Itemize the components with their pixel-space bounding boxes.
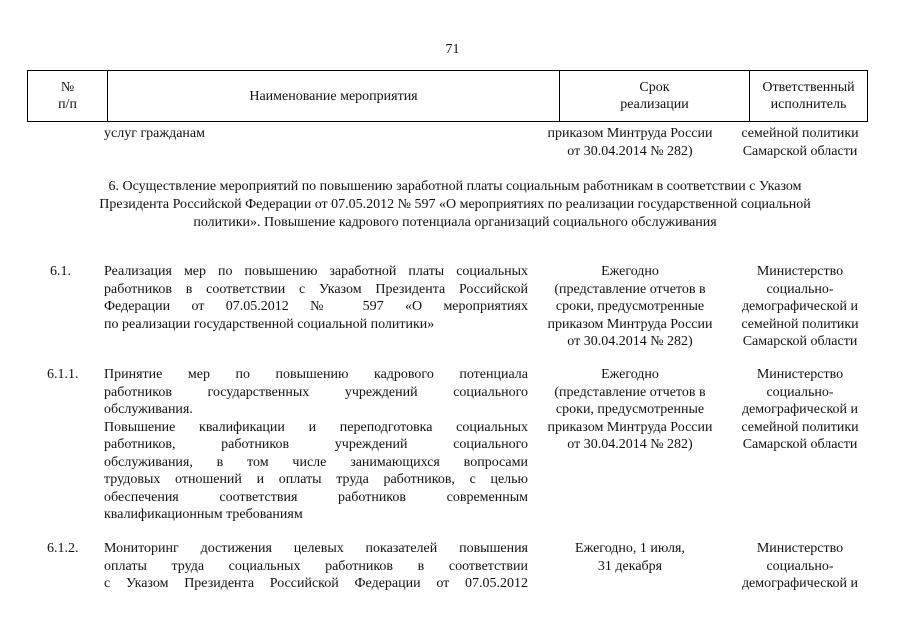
row-responsible: Министерство социально- демографической и семейной политики Самарской области (741, 264, 859, 349)
continuation-responsible: семейной политики Самарской области (741, 126, 859, 159)
header-col-term: Срок реализации (560, 71, 750, 122)
row-number: 6.1. (50, 264, 71, 279)
table-header (27, 70, 868, 122)
row-term: Ежегодно (представление отчетов в сроки, предусмотренные приказом Минтруда России от 30.04.2014 № 282) (547, 367, 713, 452)
header-col-responsible: Ответственный исполнитель (750, 71, 868, 122)
row-number: 6.1.1. (47, 367, 79, 382)
row-number: 6.1.2. (47, 541, 79, 556)
row-term: Ежегодно, 1 июля, 31 декабря (575, 541, 685, 574)
continuation-name: услуг гражданам (104, 126, 205, 141)
row-name: Принятие мер по повышению кадрового потенциала работников государственных учреждений социального обслуживания. Повышение квалификации и переподготовка социальных работников, работников учреждений социального обслуживания, в том числе занимающихся вопросами трудовых отношений и оплаты труда работников, с целью обеспечения соответствия работников современным квалификационным требованиям (104, 367, 528, 522)
row-name: Реализация мер по повышению заработной платы социальных работников в соответствии с Указом Президента Российской Федерации от 07.05.2012 № 597 «О мероприятиях по реализации государственной социальной политики» (104, 264, 528, 332)
row-responsible: Министерство социально- демографической и семейной политики Самарской области (741, 367, 859, 452)
page-number: 71 (445, 42, 460, 57)
header-col-number: № п/п (28, 71, 108, 122)
header-col-name: Наименование мероприятия (108, 71, 560, 122)
row-responsible: Министерство социально- демографической и (741, 541, 859, 591)
row-name: Мониторинг достижения целевых показателей повышения оплаты труда социальных работников в соответствии с Указом Президента Российской Федерации от 07.05.2012 (104, 541, 528, 591)
section-heading: 6. Осуществление мероприятий по повышению заработной платы социальным работникам в соответствии с Указом Президента Российской Федерации от 07.05.2012 № 597 «О мероприятиях по реализации государственной социальной политики». Повышение кадрового потенциала организаций социального обслуживания (99, 179, 811, 230)
continuation-term: приказом Минтруда России от 30.04.2014 № 282) (547, 126, 713, 159)
row-term: Ежегодно (представление отчетов в сроки, предусмотренные приказом Минтруда России от 30.04.2014 № 282) (547, 264, 713, 349)
